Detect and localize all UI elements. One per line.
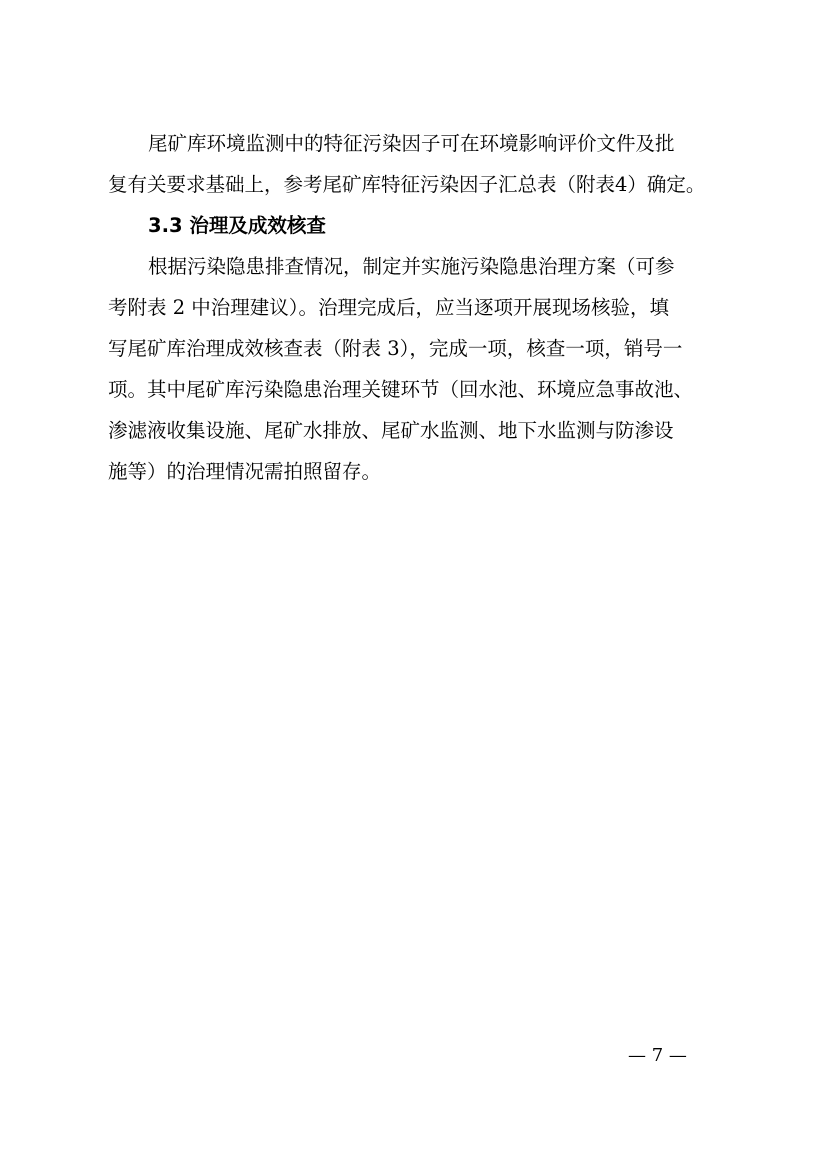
paragraph-2-line-5: 渗滤液收集设施、尾矿水排放、尾矿水监测、地下水监测与防渗设 bbox=[108, 419, 674, 442]
paragraph-1-line-1: 尾矿库环境监测中的特征污染因子可在环境影响评价文件及批 bbox=[148, 132, 675, 155]
paragraph-2-line-1: 根据污染隐患排查情况，制定并实施污染隐患治理方案（可参 bbox=[148, 255, 675, 278]
paragraph-2-line-6: 施等）的治理情况需拍照留存。 bbox=[108, 460, 382, 483]
paragraph-2-line-4: 项。其中尾矿库污染隐患治理关键环节（回水池、环境应急事故池、 bbox=[108, 378, 694, 401]
page-number: — 7 — bbox=[628, 1045, 687, 1066]
paragraph-2-line-2: 考附表 2 中治理建议）。治理完成后，应当逐项开展现场核验，填 bbox=[108, 296, 670, 319]
section-heading: 3.3 治理及成效核查 bbox=[148, 214, 326, 237]
paragraph-2-line-3: 写尾矿库治理成效核查表（附表 3），完成一项，核查一项，销号一 bbox=[108, 337, 683, 360]
paragraph-1-line-2: 复有关要求基础上，参考尾矿库特征污染因子汇总表（附表4）确定。 bbox=[108, 173, 706, 196]
